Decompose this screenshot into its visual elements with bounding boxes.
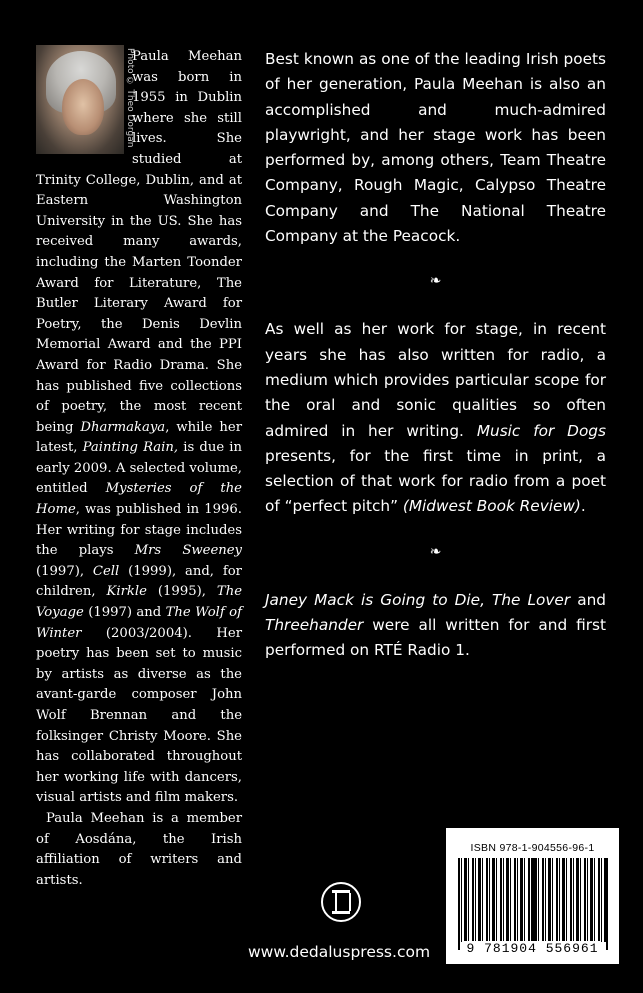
publisher-logo-icon [321,882,361,922]
blurb-paragraph-1: Best known as one of the leading Irish poets of her generation, Paula Meehan is also an accomplished and much-admired playwright, and her stage work has been performed by, among others, Team Theatre Company, Rough Magic, Calypso Theatre Company and The National Theatre Company at the Peacock. [265,50,606,246]
fleuron-ornament: ❧ [429,543,442,560]
barcode-guard-right [606,858,608,950]
photo-spacer [36,47,132,161]
bio-paragraph-1: Paula Meehan was born in 1955 in Dublin where she still lives. She studied at Trinity College, Dublin, and at Eastern Washington University in the US. She has received many awards, including the Marten Toonder Award for Literature, The Butler Literary Award for Poetry, the Denis Devlin Memorial Award and the PPI Award for Radio Drama. She has published five collections of poetry, the most recent being Dharmakaya, while her latest, Painting Rain, is due in early 2009. A selected volume, entitled Mysteries of the Home, was published in 1996. Her writing for stage includes the plays Mrs Sweeney (1997), Cell (1999), and, for children, Kirkle (1995), The Voyage (1997) and The Wolf of Winter (2003/2004). Her poetry has been set to music by artists as diverse as the avant-garde composer John Wolf Brennan and the folksinger Christy Moore. She has collaborated throughout her working life with dancers, visual artists and film makers. [36,49,243,806]
barcode-guard-left [458,858,460,950]
barcode-number: 9 781904 556961 [466,941,599,956]
author-bio [36,47,242,891]
photo-credit: Photo © Theo Dorgan [125,48,135,148]
column-icon [335,893,351,911]
fleuron-ornament: ❧ [429,273,442,290]
blurb-paragraph-3: Janey Mack is Going to Die, The Lover and Threehander were all written for and first performed on RTÉ Radio 1. [265,590,606,660]
isbn-label: ISBN 978-1-904556-96-1 [470,842,595,854]
barcode-box [446,828,619,964]
bio-paragraph-2: Paula Meehan is a member of Aosdána, the Irish affiliation of writers and artists. [36,810,242,888]
barcode-guard-center [532,858,534,950]
publisher-website: www.dedaluspress.com [248,943,431,961]
book-blurb [265,47,606,664]
blurb-paragraph-2: As well as her work for stage, in recent years she has also written for radio, a medium which provides particular scope for the oral and sonic qualities so often admired in her writing. Music for Dogs presents, for the first time in print, a selection of that work for radio from a poet of “perfect pitch” (Midwest Book Review). [265,320,606,516]
